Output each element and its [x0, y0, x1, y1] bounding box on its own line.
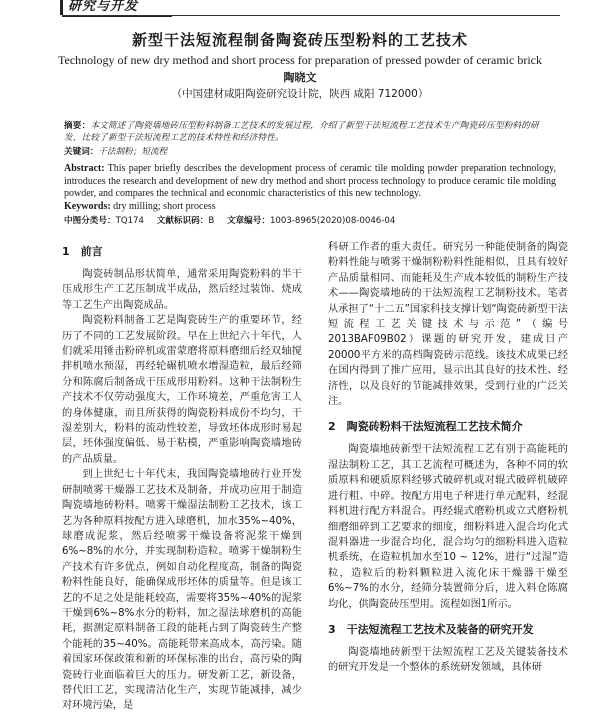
keywords-en [64, 201, 556, 214]
section-heading-1: 1 前言 [62, 245, 103, 258]
abstract-cn [64, 120, 556, 144]
keywords-en-label: Keywords: [64, 200, 111, 212]
abstract-en-label: Abstract: [64, 163, 105, 174]
abstract-en-text: This paper briefly describes the development process of ceramic tile molding powder preparation technology, introduces the research and development of new dry method and short process technology to produce ceramic tile molding powder, and compares the technical and economic characteristics of this new technology. [64, 163, 556, 199]
article-title-cn: 新型干法短流程制备陶瓷砖压型粉料的工艺技术 [131, 31, 468, 49]
right-column [328, 240, 568, 676]
article-no-label: 文章编号： [226, 216, 270, 226]
abstract-cn-text: 本文简述了陶瓷墙地砖压型粉料制备工艺技术的发展过程，介绍了新型干法短流程工艺技术生产陶瓷砖压型粉料的研发，比较了新型干法短流程工艺的技术特性和经济特性。 [64, 121, 539, 143]
paragraph: 陶瓷墙地砖新型干法短流程工艺及关键装备技术的研究开发是一个整体的系统研发领域，具体研 [328, 646, 568, 674]
abstract-en [64, 163, 556, 201]
doc-code-value: B [208, 216, 215, 226]
keywords-cn-text: 干法制粉；短流程 [98, 147, 168, 157]
section-tag: 研究与开发 [62, 0, 172, 17]
header-rule [62, 15, 560, 16]
article-title-en: Technology of new dry method and short process for preparation of pressed powder of ceramic brick [58, 53, 542, 67]
clc-value: TQ174 [115, 216, 144, 226]
abstract-cn-label: 摘要： [64, 121, 91, 131]
doc-code-label: 文献标识码： [156, 216, 209, 226]
section-heading-2: 2 陶瓷砖粉料干法短流程工艺技术简介 [328, 420, 523, 434]
abstract-block [64, 120, 556, 228]
paragraph: 陶瓷墙地砖新型干法短流程工艺有别于高能耗的湿法制粉工艺，其工艺流程可概述为，各种不同的软质原料和硬质原料经够式破碎机或对辊式破碎机破碎进行粗、中碎。按配方用电子秤进行单元配料，经混料机进行配方料混合。再经辊式磨粉机或立式磨粉机细磨细碎到工艺要求的细度，细粉料进入混合均化式混料器进一步混合均化，混合均匀的细粉料进入造粒机系统，在造粒机加水至10 ~ 12%，进行“过湿”造粒，造粒后的粉料颗粒进入流化床干燥器干燥至6%~7%的水分，经筛分装置筛分后，进入料仓陈腐均化，供陶瓷砖压型用。流程如图1所示。 [328, 444, 568, 610]
paragraph-continued: 科研工作者的重大责任。研究另一种能使制备的陶瓷粉料性能与喷雾干燥制粉粉料性能相似，且具有较好产品质量相同、而能耗及生产成本较低的制粉生产技术——陶瓷墙地砖的干法短流程工艺制粉技术。笔者从承担了“十二五”国家科技支撑计划“陶瓷砖新型干法短流程工艺关键技术与示范”（编号2013BAF09B02）课题的研究开发，建成日产20000平方米的高档陶瓷砖示范线。该技术成果已经在国内得到了推广应用，显示出其良好的技术性、经济性，以及良好的节能减排效果，受到行业的广泛关注。 [328, 242, 568, 408]
author-affiliation: （中国建材咸阳陶瓷研究设计院，陕西 咸阳 712000） [171, 88, 429, 100]
keywords-cn-label: 关键词： [64, 147, 99, 157]
classification-line [64, 215, 556, 228]
section-heading-3: 3 干法短流程工艺技术及装备的研究开发 [328, 622, 534, 636]
article-no-value: 1003-8965(2020)08-0046-04 [269, 216, 396, 226]
keywords-cn [64, 146, 556, 158]
author-name: 陶晓文 [283, 71, 317, 84]
keywords-en-text: dry milling; short process [113, 200, 216, 212]
paragraph: 到上世纪七十年代末，我国陶瓷墙地砖行业开发研制喷雾干燥器工艺技术及制备，并成功应用于制造陶瓷墙地砖粉料。喷雾干燥湿法制粉工艺技术，该工艺为各种原料按配方进入球磨机，加水35%~40%，球磨成泥浆，然后经喷雾干燥设备将泥浆干燥到6%~8%的水分，并实现制粉造粒。喷雾干燥制粉生产技术有许多优点，例如自动化程度高，制备的陶瓷粉料性能良好，能确保成形坯体的质量等。但是该工艺的不足之处是能耗较高，需要将35%~40%的泥浆干燥到6%~8%水分的粉料，加之湿法球磨机的高能耗，据测定原料制备工段的能耗占到了陶瓷砖生产整个能耗的35~40%。高能耗带来高成本，高污染。随着国家环保政策和新的环保标准的出台，高污染的陶瓷砖行业面临着巨大的压力。研发新工艺，新设备，替代旧工艺，实现清洁化生产，实现节能减排，减少对环境污染，是 [62, 469, 302, 712]
paragraph: 陶瓷砖制品形状简单，通常采用陶瓷粉料的半干压成形生产工艺压制成半成品，然后经过装饰、烧成等工艺生产出陶瓷成品。 [62, 269, 302, 311]
paragraph: 陶瓷粉料制备工艺是陶瓷砖生产的重要环节，经历了不同的工艺发展阶段。早在上世纪六十年代，人们就采用锤击粉碎机或雷蒙磨将原料磨细后经双轴搅拌机喷水预湿，再经轮碾机喷水增湿造粒，最后经筛分和陈腐后制备成干压成形用粉料。这种干法制粉生产技术不仅劳动强度大，工作环境差，严重危害工人的身体健康，而且所获得的陶瓷粉料成份不均匀，干湿差别大，粉料的流动性较差，导致坯体成形时易起层，坯体强度偏低、易于粘模，严重影响陶瓷墙地砖的产品质量。 [62, 315, 302, 465]
clc-label: 中图分类号： [64, 216, 116, 226]
left-column [62, 240, 302, 714]
